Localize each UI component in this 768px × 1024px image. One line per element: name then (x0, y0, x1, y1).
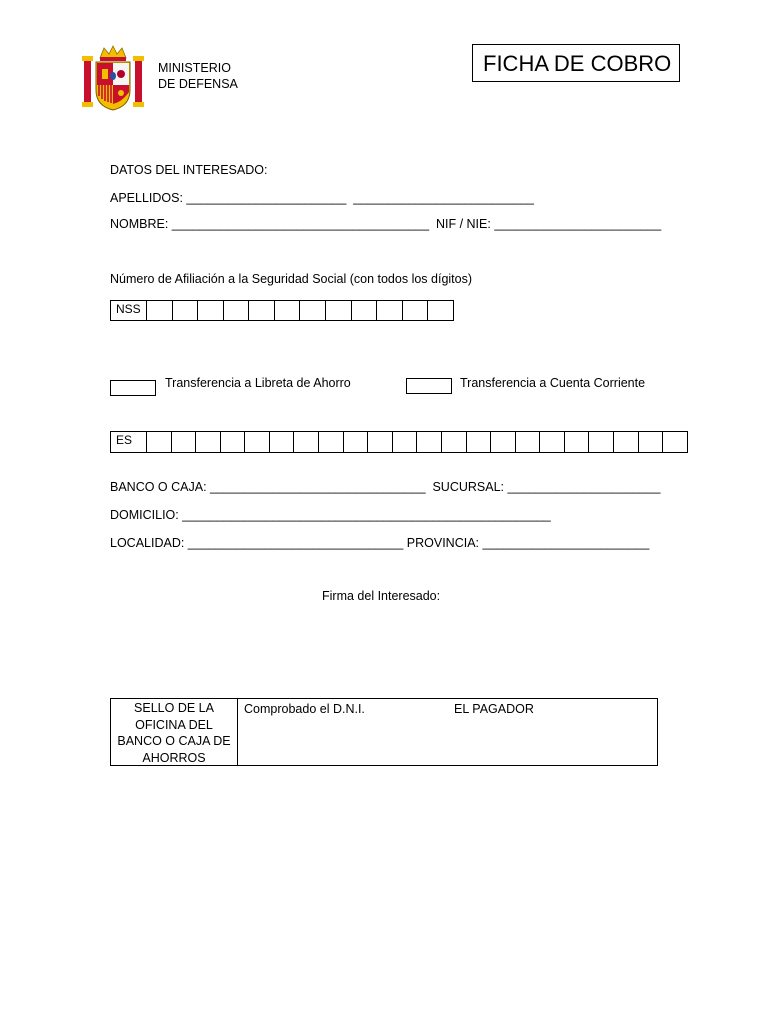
iban-digit-box[interactable] (416, 431, 442, 453)
stamp-line-3: BANCO O CAJA DE (117, 734, 231, 748)
current-account-transfer-label: Transferencia a Cuenta Corriente (460, 376, 646, 390)
ministry-line-2: DE DEFENSA (158, 77, 238, 91)
bank-branch-field[interactable]: BANCO O CAJA: _______________________________ SUCURSAL: ______________________ (110, 480, 661, 494)
stamp-line-1: SELLO DE LA (134, 701, 214, 715)
iban-digit-box[interactable] (638, 431, 664, 453)
nss-digit-box[interactable] (248, 300, 275, 321)
iban-digit-box[interactable] (490, 431, 516, 453)
iban-digit-box[interactable] (195, 431, 221, 453)
iban-digit-box[interactable] (343, 431, 369, 453)
iban-digit-box[interactable] (244, 431, 270, 453)
iban-digit-box[interactable] (146, 431, 172, 453)
iban-digit-box[interactable] (466, 431, 492, 453)
nss-digit-box[interactable] (325, 300, 352, 321)
iban-digit-box[interactable] (269, 431, 295, 453)
savings-transfer-checkbox[interactable] (110, 380, 156, 396)
signature-label: Firma del Interesado: (322, 589, 441, 603)
ministry-name (158, 60, 238, 92)
iban-digit-box[interactable] (613, 431, 639, 453)
bank-stamp-table (110, 698, 658, 766)
bank-stamp-cell (111, 699, 238, 765)
payer-label: EL PAGADOR (454, 702, 534, 716)
iban-digit-box[interactable] (318, 431, 344, 453)
verification-cell (238, 699, 657, 765)
iban-digit-box[interactable] (293, 431, 319, 453)
form-title: FICHA DE COBRO (472, 44, 680, 82)
ministry-line-1: MINISTERIO (158, 61, 231, 75)
dni-checked-label: Comprobado el D.N.I. (244, 702, 365, 716)
iban-digit-box[interactable] (171, 431, 197, 453)
stamp-line-2: OFICINA DEL (135, 717, 213, 732)
nss-label: Número de Afiliación a la Seguridad Social (con todos los dígitos) (110, 272, 473, 286)
nss-digit-box[interactable] (274, 300, 301, 321)
iban-digit-box[interactable] (220, 431, 246, 453)
nss-digit-box[interactable] (172, 300, 199, 321)
personal-data-heading: DATOS DEL INTERESADO: (110, 163, 268, 177)
iban-digit-box[interactable] (515, 431, 541, 453)
savings-transfer-label: Transferencia a Libreta de Ahorro (165, 376, 351, 390)
localidad-provincia-field[interactable]: LOCALIDAD: _______________________________ PROVINCIA: ________________________ (110, 536, 650, 550)
current-account-transfer-checkbox[interactable] (406, 378, 452, 394)
nss-digit-box[interactable] (197, 300, 224, 321)
apellidos-field[interactable]: APELLIDOS: _______________________ __________________________ (110, 191, 535, 205)
iban-digit-box[interactable] (588, 431, 614, 453)
stamp-line-4: AHORROS (142, 750, 206, 765)
nss-digit-box[interactable] (299, 300, 326, 321)
nss-digit-box[interactable] (427, 300, 454, 321)
nombre-nif-field[interactable]: NOMBRE: _____________________________________ NIF / NIE: ________________________ (110, 217, 662, 231)
iban-prefix-cell: ES (110, 431, 147, 453)
iban-digit-box[interactable] (392, 431, 418, 453)
nss-digit-box[interactable] (351, 300, 378, 321)
iban-digit-box[interactable] (539, 431, 565, 453)
iban-digit-box[interactable] (662, 431, 688, 453)
iban-digit-box[interactable] (564, 431, 590, 453)
nss-digit-box[interactable] (146, 300, 173, 321)
iban-digit-box[interactable] (441, 431, 467, 453)
iban-input-grid[interactable] (110, 431, 688, 453)
iban-digit-box[interactable] (367, 431, 393, 453)
nss-digit-box[interactable] (402, 300, 429, 321)
domicilio-field[interactable]: DOMICILIO: _____________________________________________________ (110, 508, 551, 522)
nss-input-grid[interactable] (110, 300, 454, 321)
nss-digit-box[interactable] (376, 300, 403, 321)
nss-digit-box[interactable] (223, 300, 250, 321)
coat-of-arms-icon (80, 44, 146, 112)
nss-prefix-cell: NSS (110, 300, 147, 321)
